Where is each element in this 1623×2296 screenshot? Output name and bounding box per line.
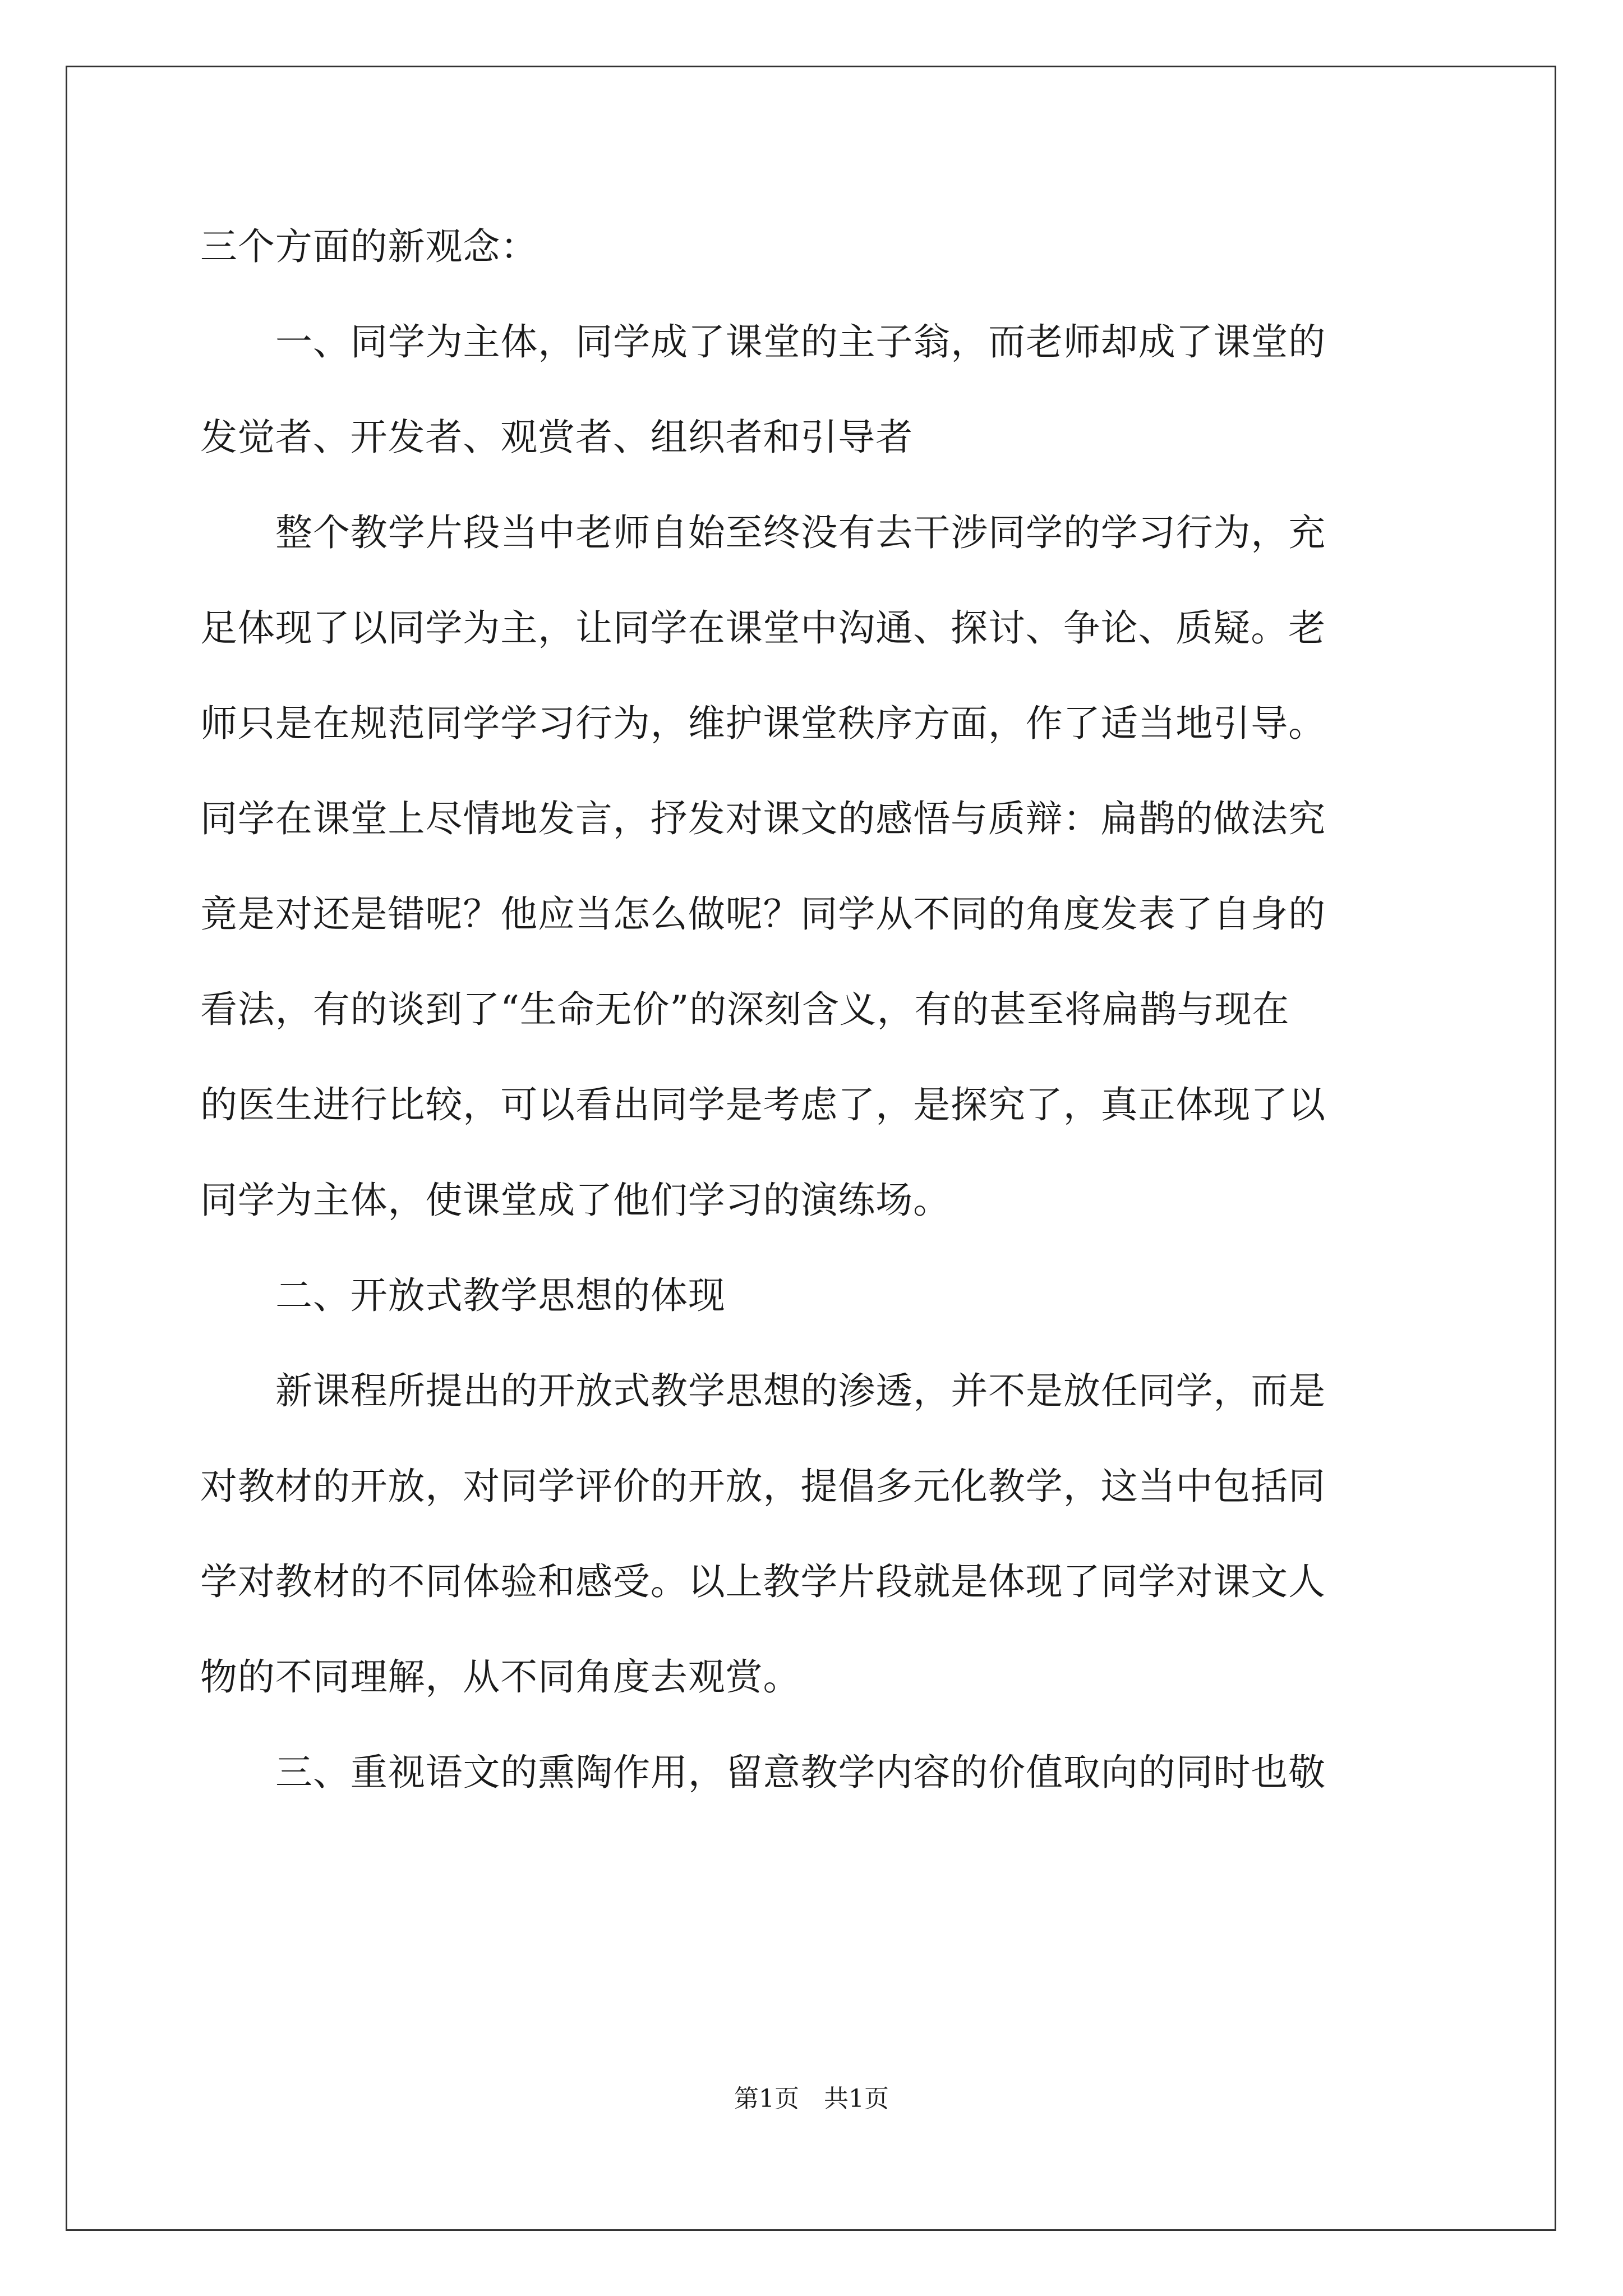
text-line: 竟是对还是错呢？他应当怎么做呢？同学从不同的角度发表了自身的 (200, 892, 1326, 936)
text-line: 三个方面的新观念： (200, 225, 538, 268)
section-heading: 二、开放式教学思想的体现 (275, 1274, 726, 1317)
text-line: 师只是在规范同学学习行为，维护课堂秩序方面，作了适当地引导。 (200, 702, 1326, 745)
page-number: 第1页 共1页 (734, 2085, 889, 2113)
paragraph-start: 一、同学为主体，同学成了课堂的主子翁，而老师却成了课堂的 (275, 320, 1326, 364)
text-line: 看法，有的谈到了“生命无价”的深刻含义，有的甚至将扁鹊与现在 (200, 988, 1290, 1031)
text-line: 足体现了以同学为主，让同学在课堂中沟通、探讨、争论、质疑。老 (200, 606, 1326, 650)
text-line: 对教材的开放，对同学评价的开放，提倡多元化教学，这当中包括同 (200, 1465, 1326, 1508)
document-body (200, 216, 1428, 1837)
paragraph-start: 整个教学片段当中老师自始至终没有去干涉同学的学习行为，充 (275, 511, 1326, 554)
text-line: 同学为主体，使课堂成了他们学习的演练场。 (200, 1179, 951, 1222)
text-line: 发觉者、开发者、观赏者、组织者和引导者 (200, 416, 914, 459)
text-line: 学对教材的不同体验和感受。以上教学片段就是体现了同学对课文人 (200, 1560, 1326, 1603)
text-line: 的医生进行比较，可以看出同学是考虑了，是探究了，真正体现了以 (200, 1083, 1326, 1126)
text-line: 同学在课堂上尽情地发言，抒发对课文的感悟与质辩：扁鹊的做法究 (200, 797, 1326, 840)
paragraph-start: 三、重视语文的熏陶作用，留意教学内容的价值取向的同时也敬 (275, 1751, 1326, 1794)
text-line: 物的不同理解，从不同角度去观赏。 (200, 1655, 801, 1699)
paragraph-start: 新课程所提出的开放式教学思想的渗透，并不是放任同学，而是 (275, 1369, 1326, 1412)
